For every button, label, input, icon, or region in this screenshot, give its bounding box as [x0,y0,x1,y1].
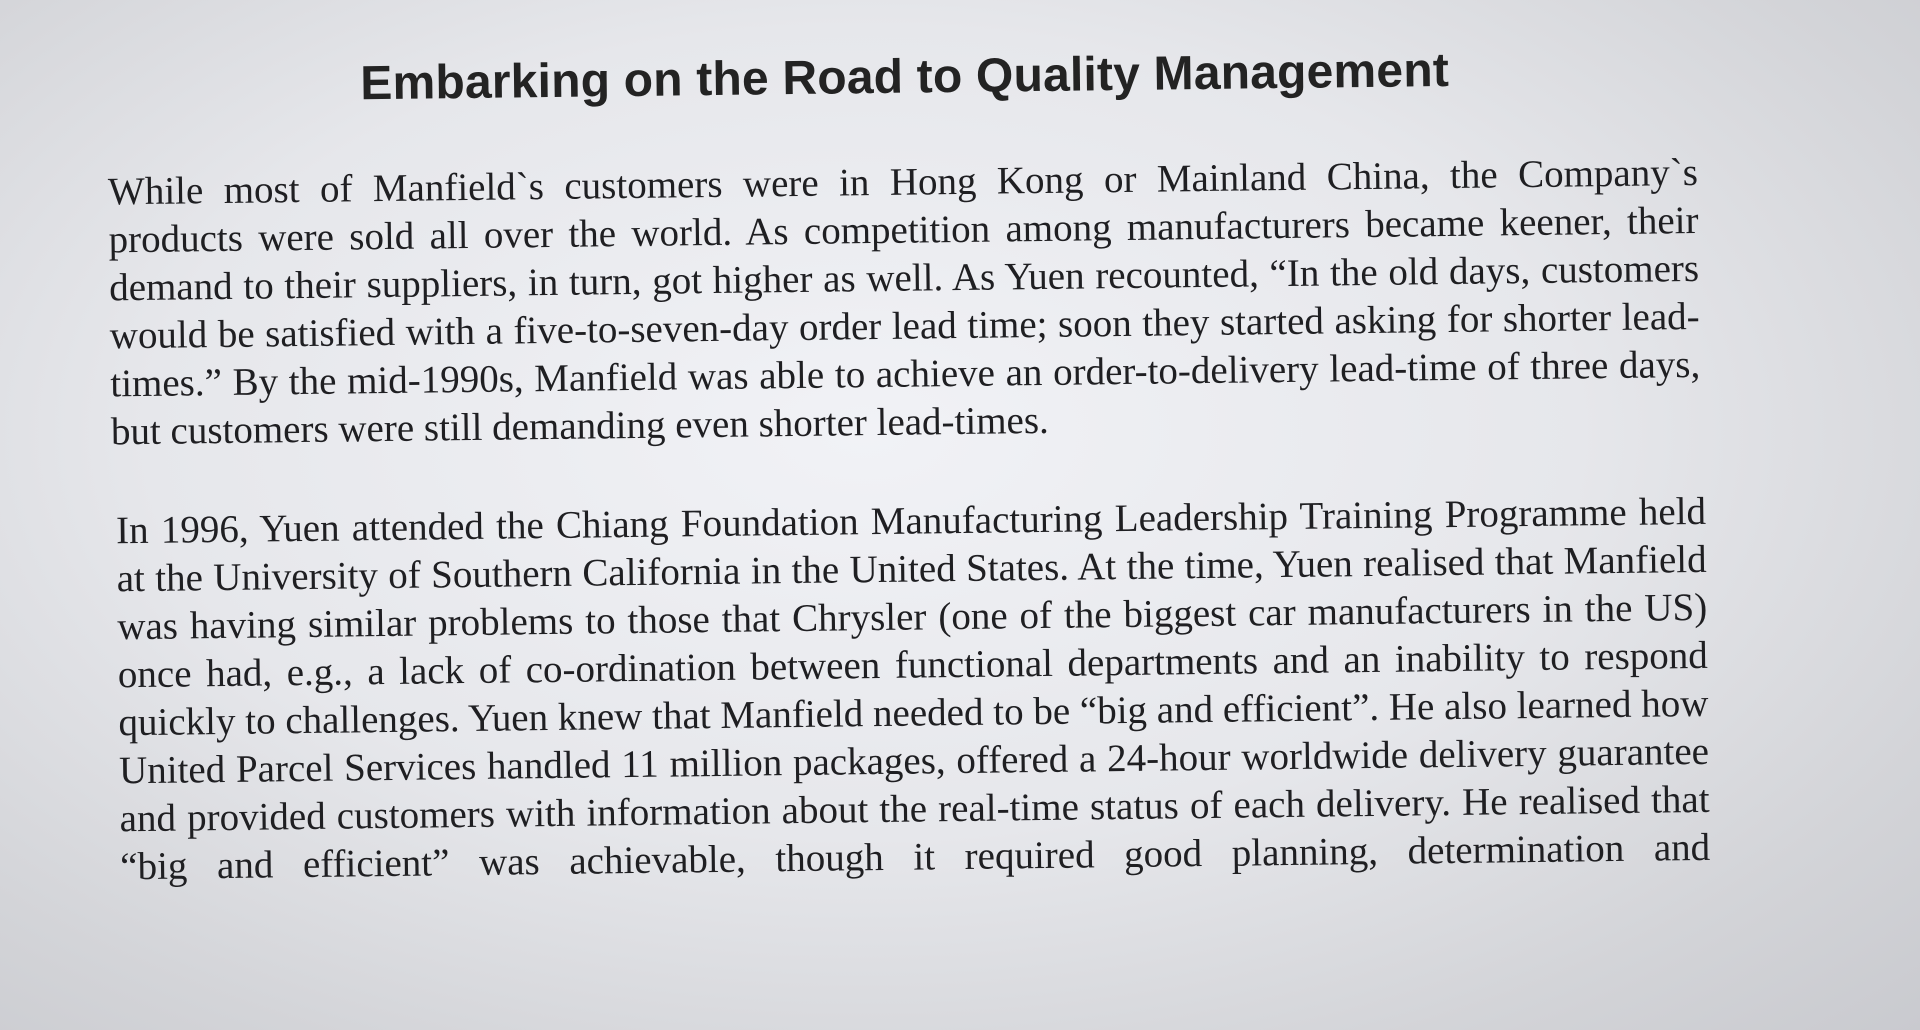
document-title: Embarking on the Road to Quality Management [360,43,1450,111]
paragraph-customer-demands: While most of Manfield`s customers were in Hong Kong or Mainland China, the Company`s products were sold all over the world. As competition among manufacturers became keener, their demand to their suppliers, in turn, got higher as well. As Yuen recounted, “In the old days, customers would be satisfied with a five-to-seven-day order lead time; soon they started asking for shorter lead-times.” By the mid-1990s, Manfield was able to achieve an order-to-delivery lead-time of three days, but customers were still demanding even shorter lead-times. [107,150,1701,454]
paragraph-chiang-foundation: In 1996, Yuen attended the Chiang Foundation Manufacturing Leadership Training Programme held at the University of Southern California in the United States. At the time, Yuen realised that Manfield was having similar problems to those that Chrysler (one of the biggest car manufacturers in the US) once had, e.g., a lack of co-ordination between functional departments and an inability to respond quickly to challenges. Yuen knew that Manfield needed to be “big and efficient”. He also learned how United Parcel Services handled 11 million packages, offered a 24-hour worldwide delivery guarantee and provided customers with information about the real-time status of each delivery. He realised that “big and efficient” was achievable, though it required good planning, determination and [115,489,1711,889]
